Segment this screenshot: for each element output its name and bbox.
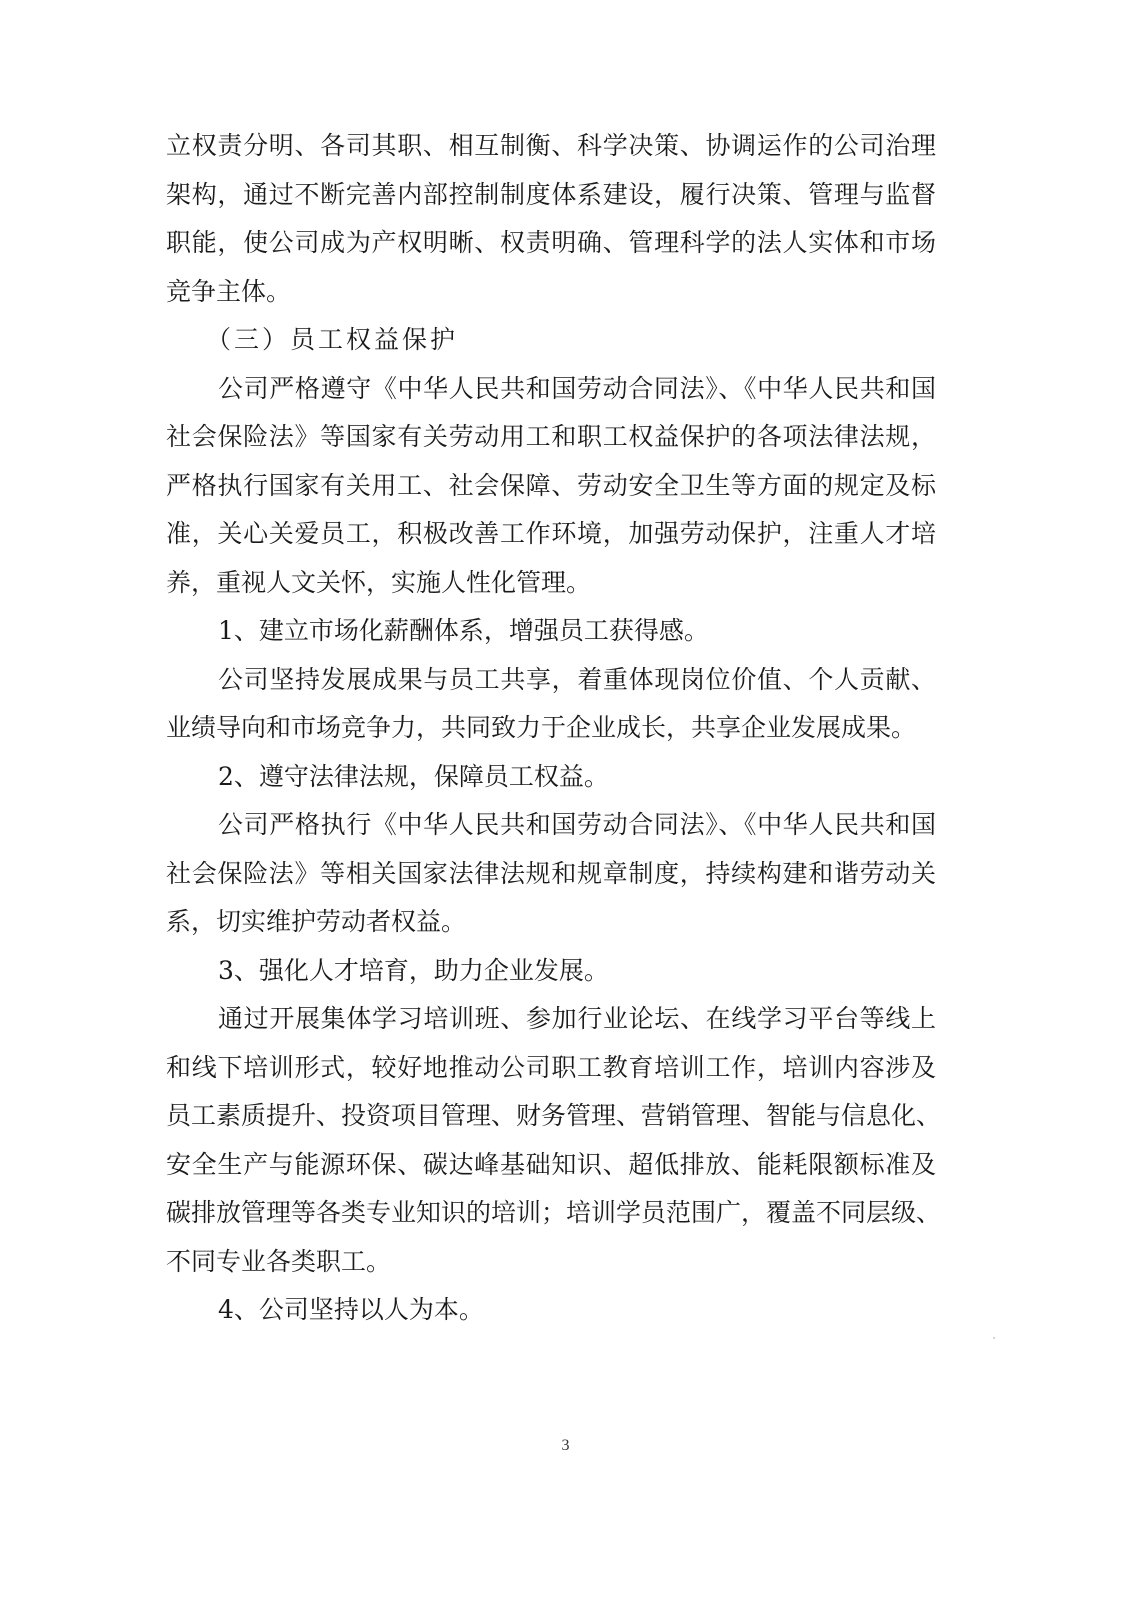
paragraph — [166, 122, 936, 316]
paragraph — [166, 365, 936, 608]
text-line: 业绩导向和市场竞争力，共同致力于企业成长，共享企业发展成果。 — [166, 713, 917, 742]
text-line: 碳排放管理等各类专业知识的培训；培训学员范围广，覆盖不同层级、 — [166, 1198, 942, 1227]
item-heading — [166, 607, 936, 656]
text-line: 通过开展集体学习培训班、参加行业论坛、在线学习平台等线上 — [218, 1004, 936, 1033]
item-heading — [166, 947, 936, 996]
text-line: 立权责分明、各司其职、相互制衡、科学决策、协调运作的公司治理 — [166, 131, 936, 160]
text-line: 3、强化人才培育，助力企业发展。 — [218, 955, 609, 985]
page-number: 3 — [561, 1437, 570, 1454]
text-line: 员工素质提升、投资项目管理、财务管理、营销管理、智能与信息化、 — [166, 1101, 942, 1130]
item-heading — [166, 753, 936, 802]
text-line: 不同专业各类职工。 — [166, 1246, 392, 1276]
text-line: 公司坚持发展成果与员工共享，着重体现岗位价值、个人贡献、 — [218, 664, 936, 694]
text-line: 社会保险法》等相关国家法律法规和规章制度，持续构建和谐劳动关 — [166, 858, 936, 888]
scan-speck — [993, 1337, 995, 1339]
text-line: 公司严格遵守《中华人民共和国劳动合同法》、《中华人民共和国 — [218, 373, 936, 403]
text-line: 准，关心关爱员工，积极改善工作环境，加强劳动保护，注重人才培 — [166, 519, 936, 548]
text-line: （三）员工权益保护 — [206, 325, 459, 354]
text-line: 公司严格执行《中华人民共和国劳动合同法》、《中华人民共和国 — [218, 810, 936, 839]
text-line: 竞争主体。 — [166, 276, 292, 306]
text-line: 和线下培训形式，较好地推动公司职工教育培训工作，培训内容涉及 — [166, 1052, 936, 1082]
paragraph — [166, 995, 942, 1286]
section-heading — [166, 316, 936, 365]
paragraph — [166, 656, 936, 753]
text-line: 养，重视人文关怀，实施人性化管理。 — [166, 567, 592, 597]
item-heading — [166, 1286, 936, 1335]
text-line: 1、建立市场化薪酬体系，增强员工获得感。 — [218, 616, 709, 645]
text-line: 安全生产与能源环保、碳达峰基础知识、超低排放、能耗限额标准及 — [166, 1149, 936, 1179]
text-line: 职能，使公司成为产权明晰、权责明确、管理科学的法人实体和市场 — [166, 228, 936, 257]
text-line: 严格执行国家有关用工、社会保障、劳动安全卫生等方面的规定及标 — [166, 470, 936, 500]
text-line: 4、公司坚持以人为本。 — [218, 1295, 484, 1324]
text-line: 2、遵守法律法规，保障员工权益。 — [218, 761, 609, 791]
document-body — [166, 122, 942, 1335]
text-line: 架构，通过不断完善内部控制制度体系建设，履行决策、管理与监督 — [166, 179, 936, 209]
text-line: 系，切实维护劳动者权益。 — [166, 907, 467, 936]
paragraph — [166, 801, 936, 947]
text-line: 社会保险法》等国家有关劳动用工和职工权益保护的各项法律法规， — [166, 422, 936, 451]
